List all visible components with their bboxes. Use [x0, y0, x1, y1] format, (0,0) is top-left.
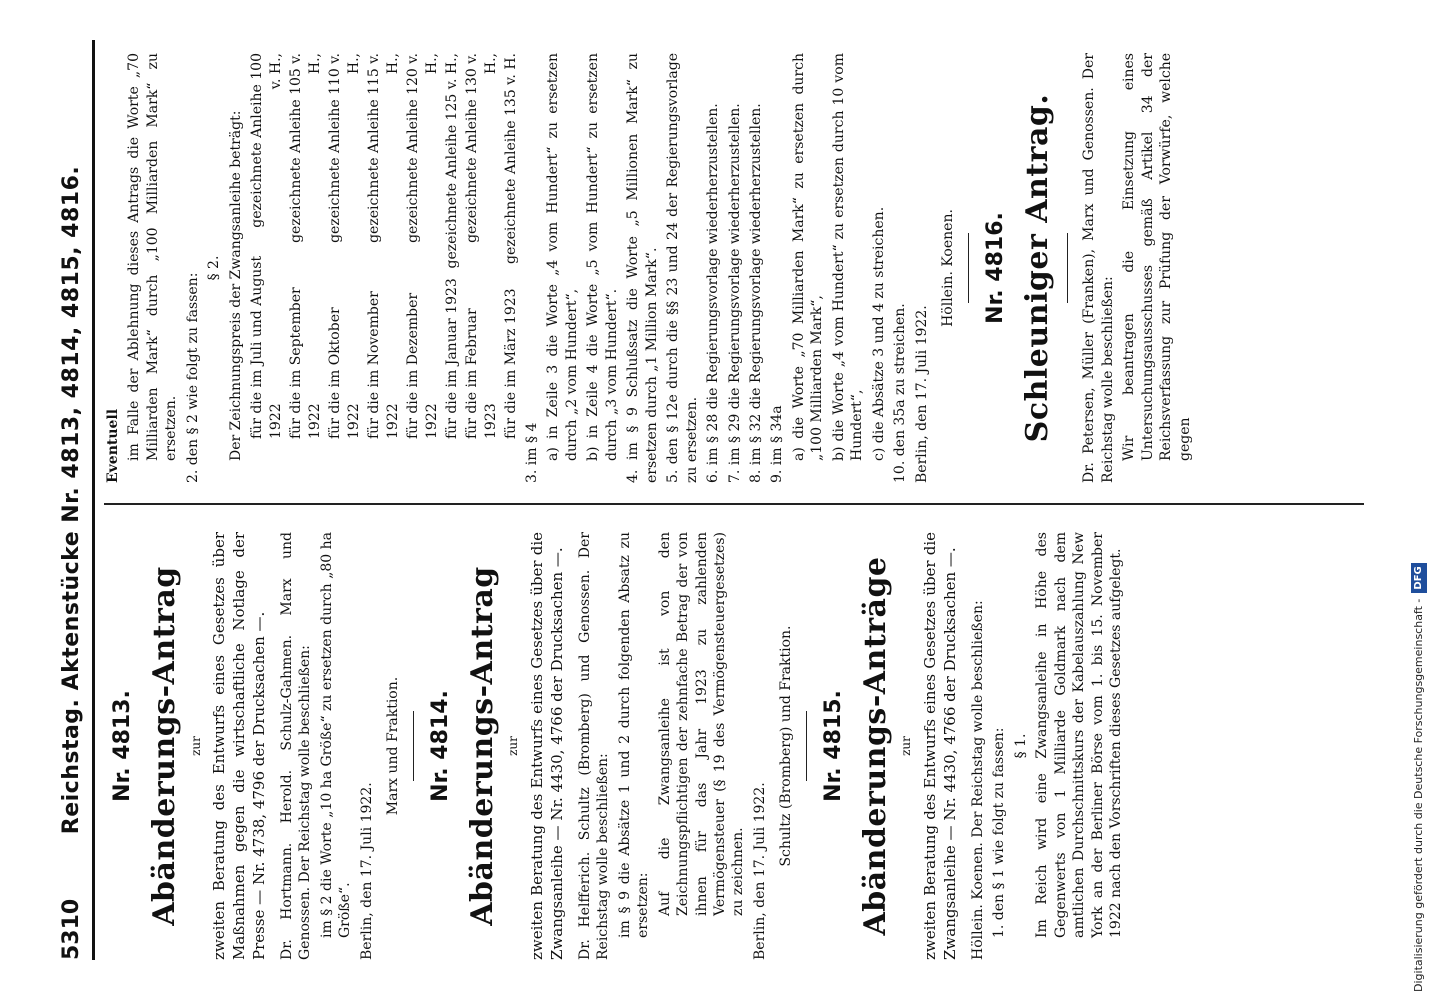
heading-zur: zur: [188, 736, 203, 756]
motion-item: 10. den 35a zu streichen.: [892, 303, 909, 483]
motion-sponsors: Dr. Helfferich. Schultz (Bromberg) und Genossen. Der Reichstag wolle beschließen:: [576, 532, 612, 960]
document-number: Nr. 4815.: [820, 690, 846, 802]
motion-item: 1. den § 1 wie folgt zu fassen:: [991, 727, 1008, 938]
page-title: Reichstag. Aktenstücke Nr. 4813, 4814, 4815, 4816.: [59, 165, 85, 835]
rate-period: für die im September 1922: [288, 287, 323, 439]
document-heading: Abänderungs-Antrag: [464, 566, 500, 926]
motion-item: 8. im § 32 die Regierungsvorlage wiederherzustellen.: [748, 103, 764, 483]
document-intro: zweiten Beratung des Entwurfs eines Gesetzes über die Zwangsanleihe — Nr. 4430, 4766 der Drucksachen —.: [921, 532, 960, 960]
document-number: Nr. 4814.: [427, 690, 453, 802]
rate-row: [365, 53, 402, 483]
rate-row: [287, 53, 324, 483]
motion-subitem: c) die Absätze 3 und 4 zu streichen.: [870, 206, 887, 461]
dfg-logo: DFG: [1411, 563, 1427, 592]
heading-zur: zur: [899, 736, 914, 756]
document-heading: Abänderungs-Antrag: [147, 566, 183, 926]
section-separator: [413, 711, 414, 781]
motion-sponsors: Dr. Petersen, Müller (Franken), Marx und Genossen. Der Reichstag wolle beschließen:: [1081, 53, 1116, 483]
document-4816: [981, 53, 1194, 483]
heading-zur: zur: [506, 736, 521, 756]
motion-text: Wir beantragen die Einsetzung eines Untersuchungsausschusses gemäß Artikel 34 der Reichsverfassung zur Prüfung der Vorwürfe, welche gegen: [1121, 53, 1193, 461]
document-intro: zweiten Beratung des Entwurfs eines Gesetzes über Maßnahmen gegen die wirtschaftliche Notlage der Presse — Nr. 4738, 4796 der Drucksachen —.: [210, 532, 269, 960]
left-column: [104, 518, 1129, 960]
digitization-credit: [1406, 6, 1432, 996]
paragraph-heading: § 2.: [206, 255, 223, 281]
page-header: [52, 40, 95, 960]
rate-value: gezeichnete Anleihe 120 v. H.,: [405, 53, 440, 243]
motion-signature: Marx und Fraktion.: [385, 676, 402, 816]
document-intro: zweiten Beratung des Entwurfs eines Gesetzes über die Zwangsanleihe — Nr. 4430, 4766 der Drucksachen —.: [528, 532, 566, 960]
motion-date: Berlin, den 17. Juli 1922.: [913, 305, 930, 483]
motion-item: 4. im § 9 Schlußsatz die Worte „5 Millionen Mark“ zu ersetzen durch „1 Million Mark“.: [625, 53, 660, 483]
document-page-rotated: [52, 40, 1382, 960]
motion-sponsors: Dr. Hortmann. Herold. Schulz-Gahmen. Marx und Genossen. Der Reichstag wolle beschließen:: [278, 532, 314, 960]
document-number: Nr. 4816.: [982, 212, 1008, 324]
document-page: [52, 40, 1382, 960]
eventuell-label: Eventuell: [105, 408, 121, 483]
document-heading: Schleuniger Antrag.: [1019, 93, 1055, 443]
motion-subitem: b) die Worte „4 vom Hundert“ zu ersetzen durch 10 vom Hundert“,: [830, 53, 866, 461]
rate-period: für die im März 1923: [503, 288, 520, 439]
motion-subitem: a) die Worte „70 Milliarden Mark“ zu ersetzen durch „100 Milliarden Mark“,: [790, 53, 826, 461]
motion-signature: Schultz (Bromberg) und Fraktion.: [778, 625, 795, 867]
section-separator: [806, 711, 807, 781]
motion-quote: Im Reich wird eine Zwangsanleihe in Höhe des Gegenwerts von 1 Milliarde Goldmark nach dem amtlichen Durchschnittskurs der Kabelauszahlung New York an der Berliner Börse vom 1. bis 15. November 1922 nach den Vorschriften dieses Gesetzes aufgelegt.: [1034, 532, 1125, 938]
motion-item: 5. den § 12e durch die §§ 23 und 24 der Regierungsvorlage zu ersetzen.: [665, 53, 700, 483]
motion-item: 3. im § 4: [523, 422, 540, 483]
paragraph-text: Der Zeichnungspreis der Zwangsanleihe beträgt:: [227, 110, 244, 461]
column-divider: [104, 503, 1364, 505]
rate-list: [248, 53, 521, 483]
rate-value: gezeichnete Anleihe 130 v. H.,: [464, 53, 499, 243]
rate-row: [404, 53, 441, 483]
page-number: 5310: [59, 898, 85, 960]
rate-row: [248, 53, 285, 483]
section-separator: [1067, 233, 1068, 303]
motion-text: im § 2 die Worte „10 ha Größe“ zu ersetzen durch „80 ha Größe“.: [318, 532, 354, 938]
rate-period: für die im November 1922: [366, 291, 401, 439]
rate-value: gezeichnete Anleihe 125 v. H.,: [443, 53, 460, 269]
document-4813: [108, 532, 414, 960]
rate-value: gezeichnete Anleihe 135 v. H.: [503, 53, 520, 265]
rate-value: gezeichnete Anleihe 115 v. H.,: [366, 53, 401, 243]
rate-row: [443, 53, 461, 483]
document-number: Nr. 4813.: [110, 690, 135, 802]
rate-period: für die im Juli und August 1922: [249, 255, 284, 439]
document-4815: [819, 532, 1126, 960]
rate-value: gezeichnete Anleihe 100 v. H.,: [249, 53, 284, 228]
right-column: [104, 53, 1197, 495]
motion-quote: Auf die Zwangsanleihe ist von den Zeichnungspflichtigen der zehnfache Betrag der von ihnen für das Jahr 1923 zu zahlenden Vermögensteuer (§ 19 des Vermögensteuergesetzes) zu zeichnen.: [656, 532, 747, 916]
credit-line: [1406, 2, 1432, 996]
motion-text: im § 9 die Absätze 1 und 2 durch folgenden Absatz zu ersetzen:: [616, 532, 652, 938]
motion-item: 9. im § 34a: [769, 405, 786, 483]
paragraph-heading: § 1.: [1012, 733, 1029, 759]
rate-row: [326, 53, 363, 483]
motion-item: 2. den § 2 wie folgt zu fassen:: [184, 272, 201, 483]
motion-signature: Höllein. Koenen.: [940, 209, 957, 327]
rate-value: gezeichnete Anleihe 110 v. H.,: [327, 53, 362, 243]
rate-period: für die im Januar 1923: [443, 278, 460, 439]
document-4814: [426, 532, 807, 960]
motion-date: Berlin, den 17. Juli 1922.: [751, 782, 768, 960]
motion-subitem: a) in Zeile 3 die Worte „4 vom Hundert“ zu ersetzen durch „2 vom Hundert“,: [545, 53, 580, 461]
rate-value: gezeichnete Anleihe 105 v. H.,: [288, 53, 323, 243]
eventuell-text: im Falle der Ablehnung dieses Antrags die Worte „70 Milliarden Mark“ durch „100 Milliarden Mark“ zu ersetzen.: [126, 53, 180, 461]
rate-period: für die im Oktober 1922: [327, 307, 362, 439]
rate-period: für die im Dezember 1922: [405, 292, 440, 439]
section-separator: [968, 233, 969, 303]
motion-item: 6. im § 28 die Regierungsvorlage wiederherzustellen.: [705, 103, 722, 483]
rate-row: [502, 53, 520, 483]
rate-row: [463, 53, 500, 483]
motion-item: 7. im § 29 die Regierungsvorlage wiederherzustellen.: [726, 103, 743, 483]
document-heading: Abänderungs-Anträge: [857, 556, 893, 936]
motion-sponsors: Höllein. Koenen. Der Reichstag wolle beschließen:: [969, 600, 986, 960]
motion-date: Berlin, den 17. Juli 1922.: [358, 782, 375, 960]
motion-subitem: b) in Zeile 4 die Worte „5 vom Hundert“ zu ersetzen durch „3 vom Hundert“.: [585, 53, 620, 461]
credit-text: Digitalisierung gefördert durch die Deutsche Forschungsgemeinschaft -: [1412, 598, 1425, 992]
rate-period: für die im Februar 1923: [464, 308, 499, 439]
